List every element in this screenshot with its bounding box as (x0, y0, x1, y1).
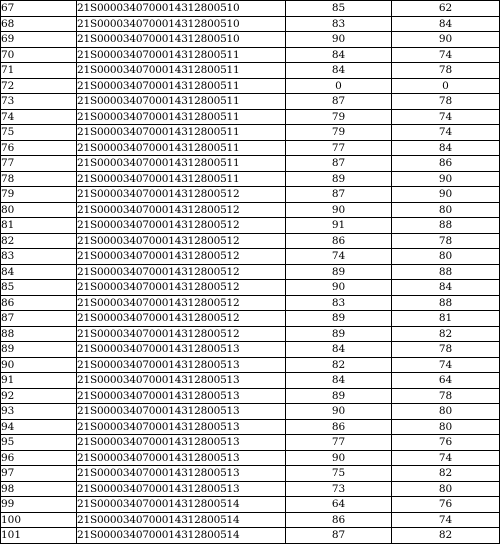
table-row (1, 311, 500, 327)
score-1-cell: 79 (286, 109, 392, 125)
score-1-cell: 83 (286, 16, 392, 32)
exam-id-cell: 21S0000340700014312800512 (77, 295, 286, 311)
table-row (1, 435, 500, 451)
score-1-cell: 75 (286, 466, 392, 482)
score-2-cell: 64 (392, 373, 500, 389)
table-row (1, 187, 500, 203)
score-1-cell: 87 (286, 156, 392, 172)
row-number-cell: 75 (1, 125, 77, 141)
score-2-cell: 74 (392, 512, 500, 528)
score-2-cell: 76 (392, 435, 500, 451)
exam-id-cell: 21S0000340700014312800511 (77, 94, 286, 110)
score-2-cell: 62 (392, 1, 500, 17)
table-row (1, 388, 500, 404)
table-row (1, 450, 500, 466)
table-row (1, 1, 500, 17)
exam-id-cell: 21S0000340700014312800511 (77, 140, 286, 156)
score-2-cell: 80 (392, 481, 500, 497)
score-2-cell: 78 (392, 94, 500, 110)
score-1-cell: 87 (286, 94, 392, 110)
score-2-cell: 80 (392, 419, 500, 435)
exam-id-cell: 21S0000340700014312800511 (77, 109, 286, 125)
score-2-cell: 90 (392, 171, 500, 187)
row-number-cell: 85 (1, 280, 77, 296)
score-2-cell: 82 (392, 528, 500, 544)
exam-id-cell: 21S0000340700014312800513 (77, 481, 286, 497)
row-number-cell: 99 (1, 497, 77, 513)
exam-id-cell: 21S0000340700014312800511 (77, 78, 286, 94)
exam-id-cell: 21S0000340700014312800512 (77, 218, 286, 234)
row-number-cell: 86 (1, 295, 77, 311)
exam-id-cell: 21S0000340700014312800513 (77, 466, 286, 482)
row-number-cell: 101 (1, 528, 77, 544)
score-1-cell: 0 (286, 78, 392, 94)
table-row (1, 233, 500, 249)
score-2-cell: 88 (392, 218, 500, 234)
score-1-cell: 82 (286, 357, 392, 373)
row-number-cell: 69 (1, 32, 77, 48)
score-2-cell: 90 (392, 32, 500, 48)
score-1-cell: 84 (286, 63, 392, 79)
row-number-cell: 74 (1, 109, 77, 125)
score-2-cell: 74 (392, 47, 500, 63)
score-1-cell: 77 (286, 140, 392, 156)
score-1-cell: 85 (286, 1, 392, 17)
exam-id-cell: 21S0000340700014312800510 (77, 32, 286, 48)
score-1-cell: 89 (286, 264, 392, 280)
score-2-cell: 88 (392, 295, 500, 311)
score-1-cell: 86 (286, 233, 392, 249)
exam-id-cell: 21S0000340700014312800514 (77, 497, 286, 513)
table-row (1, 295, 500, 311)
exam-id-cell: 21S0000340700014312800512 (77, 233, 286, 249)
exam-id-cell: 21S0000340700014312800513 (77, 342, 286, 358)
table-row (1, 94, 500, 110)
table-row (1, 481, 500, 497)
score-1-cell: 86 (286, 512, 392, 528)
exam-id-cell: 21S0000340700014312800512 (77, 202, 286, 218)
score-2-cell: 84 (392, 140, 500, 156)
exam-id-cell: 21S0000340700014312800512 (77, 249, 286, 265)
row-number-cell: 91 (1, 373, 77, 389)
table-row (1, 264, 500, 280)
score-1-cell: 74 (286, 249, 392, 265)
table-row (1, 419, 500, 435)
table-row (1, 497, 500, 513)
row-number-cell: 71 (1, 63, 77, 79)
score-1-cell: 73 (286, 481, 392, 497)
score-1-cell: 90 (286, 404, 392, 420)
table-row (1, 249, 500, 265)
table-row (1, 125, 500, 141)
row-number-cell: 95 (1, 435, 77, 451)
table-row (1, 156, 500, 172)
score-2-cell: 84 (392, 280, 500, 296)
exam-id-cell: 21S0000340700014312800513 (77, 373, 286, 389)
table-row (1, 140, 500, 156)
score-2-cell: 88 (392, 264, 500, 280)
score-2-cell: 80 (392, 404, 500, 420)
row-number-cell: 83 (1, 249, 77, 265)
exam-id-cell: 21S0000340700014312800513 (77, 419, 286, 435)
score-2-cell: 78 (392, 342, 500, 358)
table-row (1, 373, 500, 389)
exam-id-cell: 21S0000340700014312800512 (77, 311, 286, 327)
score-2-cell: 0 (392, 78, 500, 94)
row-number-cell: 92 (1, 388, 77, 404)
table-row (1, 512, 500, 528)
score-1-cell: 79 (286, 125, 392, 141)
row-number-cell: 82 (1, 233, 77, 249)
score-1-cell: 86 (286, 419, 392, 435)
table-row (1, 32, 500, 48)
exam-id-cell: 21S0000340700014312800512 (77, 280, 286, 296)
row-number-cell: 76 (1, 140, 77, 156)
score-2-cell: 82 (392, 326, 500, 342)
table-row (1, 78, 500, 94)
exam-id-cell: 21S0000340700014312800512 (77, 264, 286, 280)
row-number-cell: 67 (1, 1, 77, 17)
exam-id-cell: 21S0000340700014312800514 (77, 528, 286, 544)
table-row (1, 280, 500, 296)
exam-id-cell: 21S0000340700014312800513 (77, 450, 286, 466)
score-2-cell: 74 (392, 109, 500, 125)
exam-id-cell: 21S0000340700014312800514 (77, 512, 286, 528)
table-row (1, 342, 500, 358)
exam-id-cell: 21S0000340700014312800511 (77, 171, 286, 187)
row-number-cell: 88 (1, 326, 77, 342)
score-1-cell: 90 (286, 450, 392, 466)
row-number-cell: 87 (1, 311, 77, 327)
exam-id-cell: 21S0000340700014312800513 (77, 357, 286, 373)
score-1-cell: 87 (286, 528, 392, 544)
row-number-cell: 73 (1, 94, 77, 110)
table-row (1, 357, 500, 373)
exam-id-cell: 21S0000340700014312800513 (77, 435, 286, 451)
score-1-cell: 84 (286, 373, 392, 389)
row-number-cell: 97 (1, 466, 77, 482)
score-2-cell: 76 (392, 497, 500, 513)
table-row (1, 16, 500, 32)
score-2-cell: 90 (392, 187, 500, 203)
score-1-cell: 91 (286, 218, 392, 234)
score-1-cell: 64 (286, 497, 392, 513)
exam-id-cell: 21S0000340700014312800511 (77, 47, 286, 63)
row-number-cell: 84 (1, 264, 77, 280)
score-2-cell: 74 (392, 450, 500, 466)
row-number-cell: 70 (1, 47, 77, 63)
score-2-cell: 81 (392, 311, 500, 327)
row-number-cell: 98 (1, 481, 77, 497)
exam-id-cell: 21S0000340700014312800511 (77, 63, 286, 79)
table-row (1, 466, 500, 482)
table-row (1, 528, 500, 544)
table-row (1, 109, 500, 125)
score-1-cell: 89 (286, 171, 392, 187)
row-number-cell: 89 (1, 342, 77, 358)
row-number-cell: 77 (1, 156, 77, 172)
table-row (1, 326, 500, 342)
row-number-cell: 90 (1, 357, 77, 373)
score-2-cell: 80 (392, 202, 500, 218)
score-1-cell: 83 (286, 295, 392, 311)
row-number-cell: 96 (1, 450, 77, 466)
score-2-cell: 86 (392, 156, 500, 172)
score-2-cell: 74 (392, 357, 500, 373)
row-number-cell: 93 (1, 404, 77, 420)
exam-id-cell: 21S0000340700014312800513 (77, 404, 286, 420)
score-1-cell: 90 (286, 202, 392, 218)
score-2-cell: 78 (392, 233, 500, 249)
table-row (1, 47, 500, 63)
exam-id-cell: 21S0000340700014312800510 (77, 16, 286, 32)
exam-id-cell: 21S0000340700014312800510 (77, 1, 286, 17)
score-1-cell: 90 (286, 32, 392, 48)
score-2-cell: 74 (392, 125, 500, 141)
table-row (1, 63, 500, 79)
table-row (1, 404, 500, 420)
table-row (1, 202, 500, 218)
score-1-cell: 84 (286, 342, 392, 358)
exam-id-cell: 21S0000340700014312800511 (77, 125, 286, 141)
exam-id-cell: 21S0000340700014312800513 (77, 388, 286, 404)
exam-id-cell: 21S0000340700014312800512 (77, 187, 286, 203)
table-row (1, 218, 500, 234)
score-2-cell: 80 (392, 249, 500, 265)
row-number-cell: 100 (1, 512, 77, 528)
row-number-cell: 94 (1, 419, 77, 435)
score-2-cell: 78 (392, 388, 500, 404)
exam-id-cell: 21S0000340700014312800511 (77, 156, 286, 172)
table-row (1, 171, 500, 187)
row-number-cell: 68 (1, 16, 77, 32)
score-1-cell: 89 (286, 311, 392, 327)
score-2-cell: 84 (392, 16, 500, 32)
score-2-cell: 78 (392, 63, 500, 79)
row-number-cell: 80 (1, 202, 77, 218)
row-number-cell: 79 (1, 187, 77, 203)
table-body (1, 1, 500, 544)
exam-id-cell: 21S0000340700014312800512 (77, 326, 286, 342)
score-1-cell: 84 (286, 47, 392, 63)
score-1-cell: 87 (286, 187, 392, 203)
score-2-cell: 82 (392, 466, 500, 482)
row-number-cell: 81 (1, 218, 77, 234)
score-1-cell: 77 (286, 435, 392, 451)
score-1-cell: 90 (286, 280, 392, 296)
score-1-cell: 89 (286, 326, 392, 342)
row-number-cell: 72 (1, 78, 77, 94)
row-number-cell: 78 (1, 171, 77, 187)
score-1-cell: 89 (286, 388, 392, 404)
